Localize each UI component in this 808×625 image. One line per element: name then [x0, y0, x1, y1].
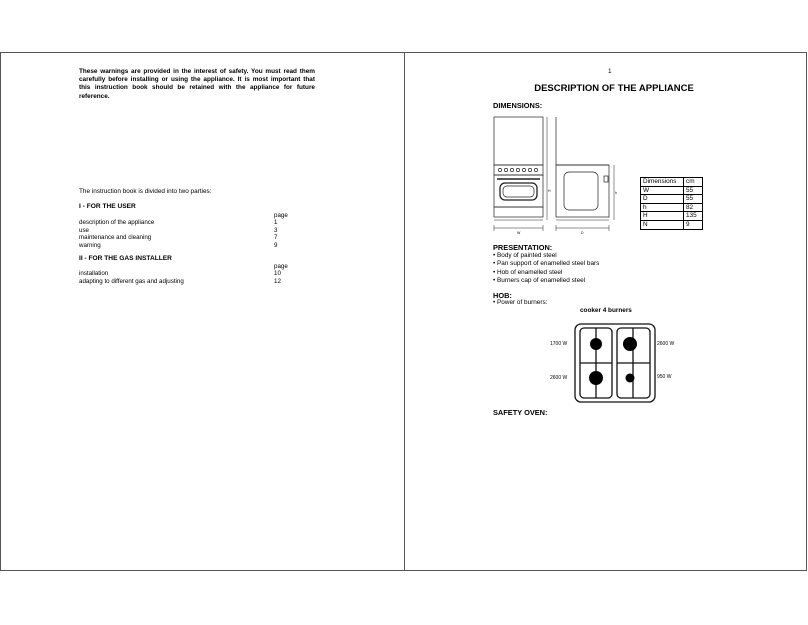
table-cell: 82: [684, 203, 703, 212]
dim-label-h-small: h: [615, 191, 617, 195]
list-item: • Power of burners:: [493, 299, 547, 307]
dim-label-h-big: H: [548, 189, 551, 193]
table-row: [641, 220, 703, 229]
table-cell: W: [641, 186, 684, 195]
dimensions-table: [640, 177, 703, 230]
toc-page: 1: [274, 219, 278, 227]
toc-page: 7: [274, 234, 278, 242]
table-cell: 9: [684, 220, 703, 229]
table-row: [641, 186, 703, 195]
oven-window: [500, 183, 537, 200]
toc-row: [79, 242, 299, 249]
table-row: [641, 195, 703, 204]
toc-row: [79, 227, 299, 234]
installer-toc: [79, 263, 299, 285]
toc-label: use: [79, 226, 89, 234]
toc-label: warning: [79, 241, 101, 249]
table-cell: 55: [684, 195, 703, 204]
hob-heading: HOB:: [493, 291, 512, 300]
table-cell: H: [641, 212, 684, 221]
page-number: 1: [608, 68, 612, 75]
burner-top-right: [623, 337, 637, 351]
table-cell: 135: [684, 212, 703, 221]
burner-power-top-left: 1700 W: [550, 341, 568, 347]
toc-page-header: page: [274, 212, 288, 219]
user-toc: [79, 212, 299, 249]
hob-list: [493, 299, 547, 307]
oven-door: [494, 175, 543, 207]
burner-power-bottom-left: 2600 W: [550, 375, 568, 381]
table-cell: h: [641, 203, 684, 212]
page-title: DESCRIPTION OF THE APPLIANCE: [534, 83, 694, 94]
toc-label: adapting to different gas and adjusting: [79, 277, 184, 285]
appliance-dimension-drawing: [486, 110, 626, 240]
toc-page-header: page: [274, 263, 288, 270]
safety-oven-heading: SAFETY OVEN:: [493, 408, 548, 417]
toc-page: 10: [274, 270, 281, 278]
dim-label-d: D: [581, 231, 584, 235]
toc-label: description of the appliance: [79, 219, 155, 227]
list-item: • Body of painted steel: [493, 252, 599, 260]
burner-bottom-right: [626, 374, 635, 383]
toc-page: 9: [274, 241, 278, 249]
table-cell: cm: [684, 178, 703, 187]
list-item: • Burners cap of enamelled steel: [493, 277, 599, 285]
table-cell: N: [641, 220, 684, 229]
hob-burner-diagram: [570, 320, 660, 406]
list-item: • Pan support of enamelled steel bars: [493, 260, 599, 268]
burner-bottom-left: [589, 371, 603, 385]
burner-top-left: [590, 338, 602, 350]
side-view-oven: [564, 172, 598, 210]
user-section-title: I - FOR THE USER: [79, 203, 136, 210]
safety-warning-text: These warnings are provided in the interest of safety. You must read them carefully before installing or using the appliance. It is most important that this instruction book should be retained with the appliance for future reference.: [79, 68, 315, 100]
table-row: [641, 203, 703, 212]
presentation-heading: PRESENTATION:: [493, 243, 553, 252]
table-cell: Dimensions: [641, 178, 684, 187]
drawer: [494, 207, 543, 217]
page-divider: [404, 52, 405, 571]
installer-section-title: II - FOR THE GAS INSTALLER: [79, 255, 172, 262]
toc-row: [79, 234, 299, 241]
toc-row: [79, 219, 299, 226]
dimensions-heading: DIMENSIONS:: [493, 101, 543, 110]
toc-row: [79, 270, 299, 277]
table-cell: 55: [684, 186, 703, 195]
toc-page: 3: [274, 226, 278, 234]
table-row: [641, 212, 703, 221]
toc-label: installation: [79, 270, 109, 278]
toc-label: maintenance and cleaning: [79, 234, 152, 242]
intro-text: The instruction book is divided into two parties:: [79, 188, 212, 195]
table-row: [641, 178, 703, 187]
toc-row: [79, 278, 299, 285]
cooker-lid: [494, 117, 543, 165]
burner-power-bottom-right: 950 W: [657, 374, 672, 380]
table-cell: D: [641, 195, 684, 204]
presentation-list: [493, 252, 599, 286]
list-item: • Hob of enamelled steel: [493, 269, 599, 277]
dim-label-w: W: [517, 231, 521, 235]
cooker-label: cooker 4 burners: [580, 307, 632, 314]
toc-page: 12: [274, 277, 281, 285]
burner-power-top-right: 2600 W: [657, 341, 675, 347]
